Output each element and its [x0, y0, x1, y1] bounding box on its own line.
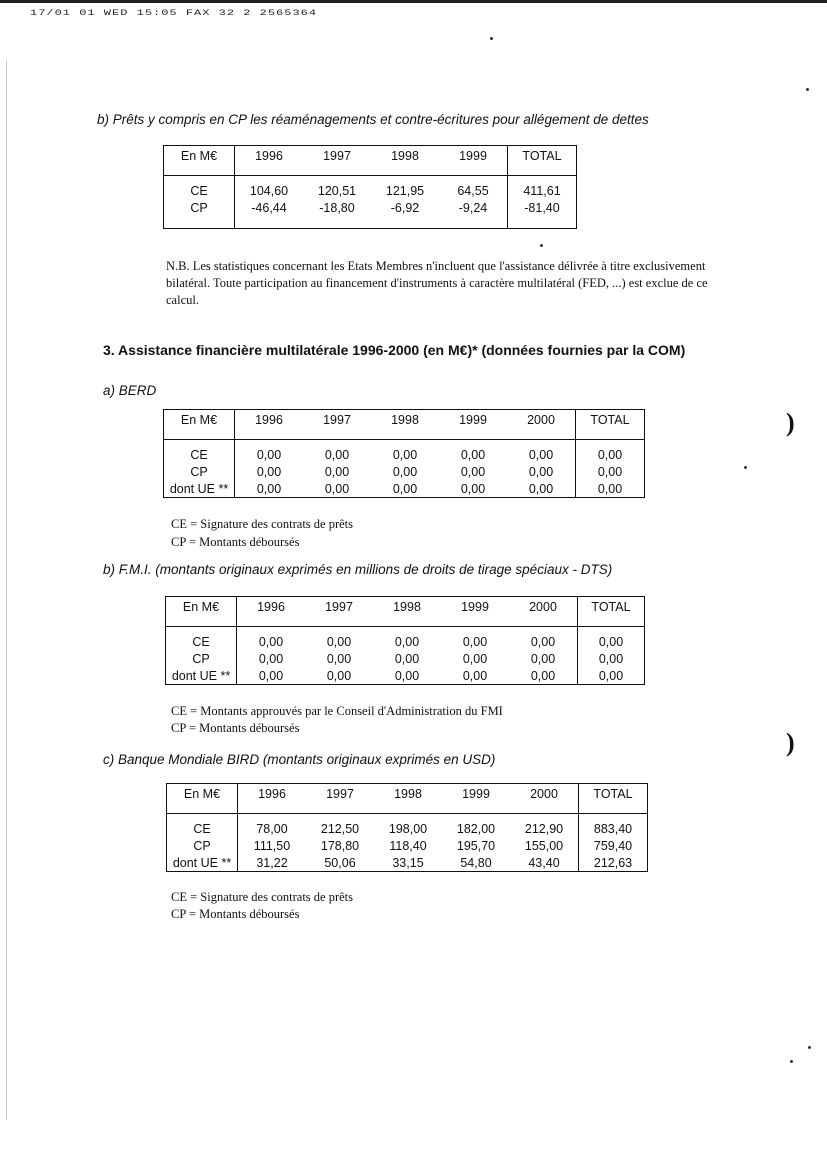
- table-cell: 43,40: [528, 855, 560, 870]
- total-cell: 0,00: [576, 480, 645, 498]
- table-cell: 0,00: [528, 447, 554, 462]
- row-label: CE: [167, 820, 238, 837]
- row-label: dont UE **: [164, 480, 235, 498]
- table-cell: 50,06: [324, 855, 356, 870]
- table-cell: 0,00: [394, 651, 420, 666]
- row-label: CP: [164, 199, 235, 216]
- table-cell: 0,00: [530, 651, 556, 666]
- table-cell: 0,00: [324, 464, 350, 479]
- table-cell: 120,51: [317, 183, 357, 198]
- table-header-total: TOTAL: [508, 146, 577, 176]
- table-header-year: 2000: [530, 787, 558, 801]
- berd-title: a) BERD: [103, 383, 157, 398]
- table-cell: 111,50: [253, 838, 291, 853]
- fax-top-border: [0, 0, 827, 3]
- total-cell: 0,00: [578, 650, 645, 667]
- table-header-year: 1998: [393, 600, 421, 614]
- heading-multilateral-assistance: 3. Assistance financière multilatérale 1996-2000 (en M€)* (données fournies par la COM): [103, 342, 686, 358]
- total-cell: 883,40: [579, 820, 648, 837]
- table-row: [167, 837, 648, 854]
- bird-legend-ce: CE = Signature des contrats de prêts: [171, 890, 354, 904]
- table-row: [164, 463, 645, 480]
- scan-speck: [540, 244, 543, 247]
- table-header-year: 1997: [323, 149, 351, 163]
- table-row: [164, 446, 645, 463]
- table-cell: 178,80: [320, 838, 360, 853]
- table-cell: 54,80: [460, 855, 492, 870]
- table-cell: 0,00: [394, 668, 420, 683]
- table-cell: 0,00: [460, 447, 486, 462]
- table-row: [164, 182, 577, 199]
- table-row: [164, 199, 577, 216]
- total-cell: 0,00: [576, 446, 645, 463]
- margin-mark: ): [786, 408, 795, 437]
- table-header-year: 1998: [394, 787, 422, 801]
- table-row: [166, 633, 645, 650]
- margin-mark: ): [786, 728, 795, 757]
- loans-table: [163, 145, 577, 229]
- table-cell: 195,70: [456, 838, 496, 853]
- row-label: CP: [164, 463, 235, 480]
- table-header-year: 1998: [391, 413, 419, 427]
- row-label: dont UE **: [167, 854, 238, 872]
- table-row: [166, 650, 645, 667]
- table-header-year: 1997: [323, 413, 351, 427]
- scan-speck: [808, 1046, 811, 1049]
- table-cell: 0,00: [258, 651, 284, 666]
- table-header-total: TOTAL: [579, 784, 648, 814]
- table-cell: 0,00: [258, 634, 284, 649]
- table-cell: 0,00: [394, 634, 420, 649]
- table-cell: 0,00: [530, 668, 556, 683]
- table-cell: 0,00: [392, 481, 418, 496]
- table-cell: 212,90: [524, 821, 564, 836]
- table-header-total: TOTAL: [578, 597, 645, 627]
- table-header-year: 1996: [258, 787, 286, 801]
- table-cell: -9,24: [458, 200, 488, 215]
- table-cell: 33,15: [392, 855, 424, 870]
- table-header-year: 1999: [459, 413, 487, 427]
- table-row: [167, 854, 648, 872]
- table-header-unit: En M€: [164, 146, 235, 176]
- table-row: [167, 820, 648, 837]
- table-cell: 0,00: [462, 668, 488, 683]
- table-header-unit: En M€: [166, 597, 237, 627]
- total-cell: 0,00: [578, 633, 645, 650]
- table-header-year: 2000: [529, 600, 557, 614]
- table-header-year: 1996: [255, 149, 283, 163]
- bird-legend-cp: CP = Montants déboursés: [171, 907, 300, 921]
- fax-header: 17/01 01 WED 15:05 FAX 32 2 2565364: [30, 8, 318, 18]
- table-cell: 118,40: [389, 838, 427, 853]
- table-row: [164, 480, 645, 498]
- total-cell: -81,40: [508, 199, 577, 216]
- berd-table: [163, 409, 645, 498]
- total-cell: 0,00: [576, 463, 645, 480]
- table-cell: 155,00: [524, 838, 564, 853]
- row-label: CP: [167, 837, 238, 854]
- table-cell: 0,00: [258, 668, 284, 683]
- bird-table: [166, 783, 648, 872]
- table-cell: 0,00: [460, 464, 486, 479]
- scan-speck: [744, 466, 747, 469]
- nb-note: N.B. Les statistiques concernant les Etats Membres n'incluent que l'assistance délivrée à titre exclusivement bilatéral. Toute participation au financement d'instruments à caractère multilatéral (FED, ...) est exclue de ce calcul.: [166, 259, 708, 307]
- table-row: [166, 667, 645, 685]
- table-cell: -6,92: [390, 200, 420, 215]
- table-header-year: 1999: [462, 787, 490, 801]
- table-cell: 0,00: [462, 634, 488, 649]
- table-header-year: 1996: [257, 600, 285, 614]
- table-header-year: 2000: [527, 413, 555, 427]
- table-header-year: 1999: [461, 600, 489, 614]
- table-cell: 0,00: [324, 447, 350, 462]
- row-label: CE: [166, 633, 237, 650]
- table-header-year: 1996: [255, 413, 283, 427]
- table-cell: 0,00: [326, 668, 352, 683]
- total-cell: 0,00: [578, 667, 645, 685]
- table-cell: 0,00: [528, 464, 554, 479]
- table-header-year: 1999: [459, 149, 487, 163]
- table-cell: 182,00: [456, 821, 496, 836]
- table-cell: 0,00: [460, 481, 486, 496]
- scan-speck: [490, 37, 493, 40]
- row-label: CE: [164, 182, 235, 199]
- row-label: dont UE **: [166, 667, 237, 685]
- table-header-year: 1998: [391, 149, 419, 163]
- section-b-title: b) Prêts y compris en CP les réaménagements et contre-écritures pour allégement de dettes: [97, 112, 649, 127]
- table-cell: 0,00: [326, 634, 352, 649]
- fmi-legend-cp: CP = Montants déboursés: [171, 721, 300, 735]
- scan-speck: [806, 88, 809, 91]
- table-header-unit: En M€: [164, 410, 235, 440]
- table-cell: 0,00: [256, 464, 282, 479]
- table-cell: 0,00: [324, 481, 350, 496]
- berd-legend-cp: CP = Montants déboursés: [171, 535, 300, 549]
- table-cell: 0,00: [326, 651, 352, 666]
- fmi-title: b) F.M.I. (montants originaux exprimés en millions de droits de tirage spéciaux - DTS): [103, 562, 613, 577]
- table-cell: -46,44: [251, 200, 287, 215]
- table-cell: 0,00: [256, 447, 282, 462]
- table-cell: 0,00: [528, 481, 554, 496]
- table-header-year: 1997: [326, 787, 354, 801]
- table-cell: 0,00: [256, 481, 282, 496]
- total-cell: 759,40: [579, 837, 648, 854]
- table-header-unit: En M€: [167, 784, 238, 814]
- row-label: CE: [164, 446, 235, 463]
- table-cell: 212,50: [320, 821, 360, 836]
- fmi-table: [165, 596, 645, 685]
- table-cell: 0,00: [392, 447, 418, 462]
- table-header-total: TOTAL: [576, 410, 645, 440]
- page-left-edge: [6, 60, 7, 1120]
- table-header-year: 1997: [325, 600, 353, 614]
- bird-title: c) Banque Mondiale BIRD (montants originaux exprimés en USD): [103, 752, 496, 767]
- table-cell: 121,95: [385, 183, 425, 198]
- table-cell: 78,00: [256, 821, 288, 836]
- table-cell: 0,00: [530, 634, 556, 649]
- total-cell: 411,61: [508, 182, 577, 199]
- fmi-legend-ce: CE = Montants approuvés par le Conseil d'Administration du FMI: [171, 704, 503, 718]
- table-cell: 0,00: [462, 651, 488, 666]
- table-cell: -18,80: [319, 200, 355, 215]
- table-cell: 198,00: [388, 821, 428, 836]
- total-cell: 212,63: [579, 854, 648, 872]
- berd-legend-ce: CE = Signature des contrats de prêts: [171, 517, 354, 531]
- table-cell: 31,22: [256, 855, 288, 870]
- table-cell: 0,00: [392, 464, 418, 479]
- scan-speck: [790, 1060, 793, 1063]
- table-cell: 64,55: [457, 183, 489, 198]
- row-label: CP: [166, 650, 237, 667]
- table-cell: 104,60: [249, 183, 289, 198]
